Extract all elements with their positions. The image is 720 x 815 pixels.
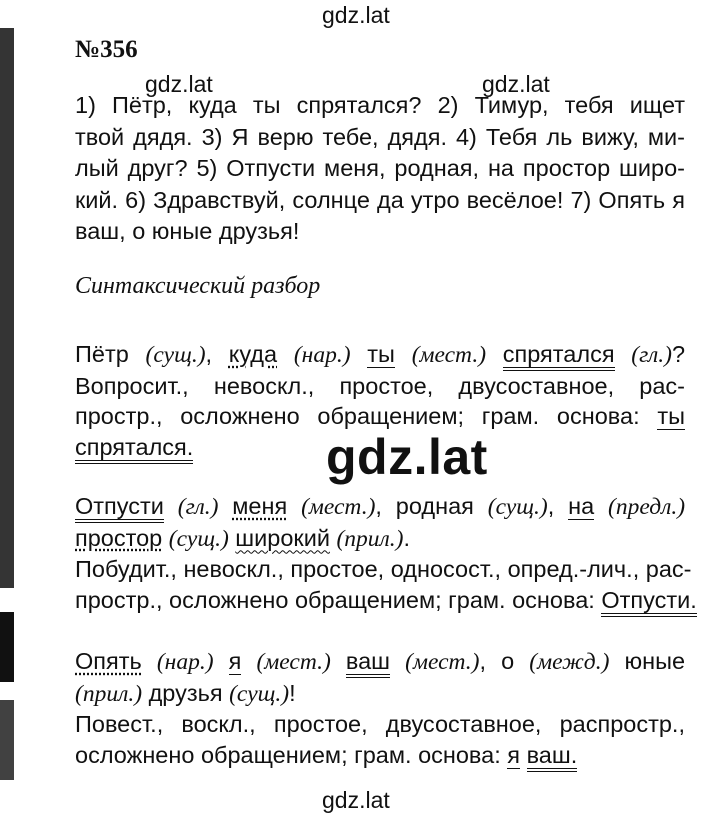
analysis-2-sentence-1: Отпусти (гл.) меня (мест.), родная (сущ.), на (предл.) — [75, 491, 685, 523]
text-line-5: ваш, о юные друзья! — [75, 218, 300, 244]
analysis-block-2 — [75, 491, 697, 615]
analysis-2-sentence-2: простор (сущ.) широкий (прил.). — [75, 524, 411, 552]
scan-edge-left — [0, 28, 14, 588]
scan-edge-left-bottom — [0, 700, 14, 780]
analysis-3-sentence-2: (прил.) друзья (сущ.)! — [75, 679, 296, 707]
exercise-text — [75, 90, 685, 248]
exercise-number: №356 — [75, 36, 138, 63]
text-line-2: твой дядя. 3) Я верю тебе, дядя. 4) Тебя ль вижу, ми- — [75, 123, 685, 150]
watermark-left: gdz.lat — [145, 71, 213, 97]
analysis-1-base: спрятался. — [75, 432, 685, 463]
analysis-block-3 — [75, 646, 685, 770]
analysis-1-desc-1: Вопросит., невоскл., простое, двусоставное, рас- — [75, 372, 685, 399]
analysis-1-desc-2: простр., осложнено обращением; грам. основа: ты — [75, 403, 685, 429]
text-line-4: кий. 6) Здравствуй, солнце да утро весёлое! 7) Опять я — [75, 186, 685, 213]
analysis-3-desc-2: осложнено обращением; грам. основа: я ваш. — [75, 740, 685, 771]
analysis-1-sentence: Пётр (сущ.), куда (нар.) ты (мест.) спрятался (гл.)? — [75, 339, 685, 371]
analysis-block-1 — [75, 339, 685, 462]
text-line-3: лый друг? 5) Отпусти меня, родная, на простор широ- — [75, 155, 685, 181]
scan-edge-left-lower — [0, 612, 14, 682]
watermark-right: gdz.lat — [482, 71, 550, 97]
watermark-center: gdz.lat — [326, 429, 488, 485]
analysis-2-desc-2: простр., осложнено обращением; грам. основа: Отпусти. — [75, 585, 685, 616]
analysis-3-desc-1: Повест., воскл., простое, двусоставное, распростр., — [75, 711, 685, 737]
analysis-2-desc-1: Побудит., невоскл., простое, односост., опред.-лич., рас- — [75, 556, 692, 582]
analysis-3-sentence-1: Опять (нар.) я (мест.) ваш (мест.), о (межд.) юные — [75, 646, 685, 678]
section-heading: Синтаксический разбор — [75, 273, 321, 299]
watermark-top: gdz.lat — [322, 2, 390, 28]
watermark-bottom: gdz.lat — [322, 787, 390, 813]
text-line-1: 1) Пётр, куда ты спрятался? 2) Тимур, тебя ищет — [75, 92, 685, 118]
